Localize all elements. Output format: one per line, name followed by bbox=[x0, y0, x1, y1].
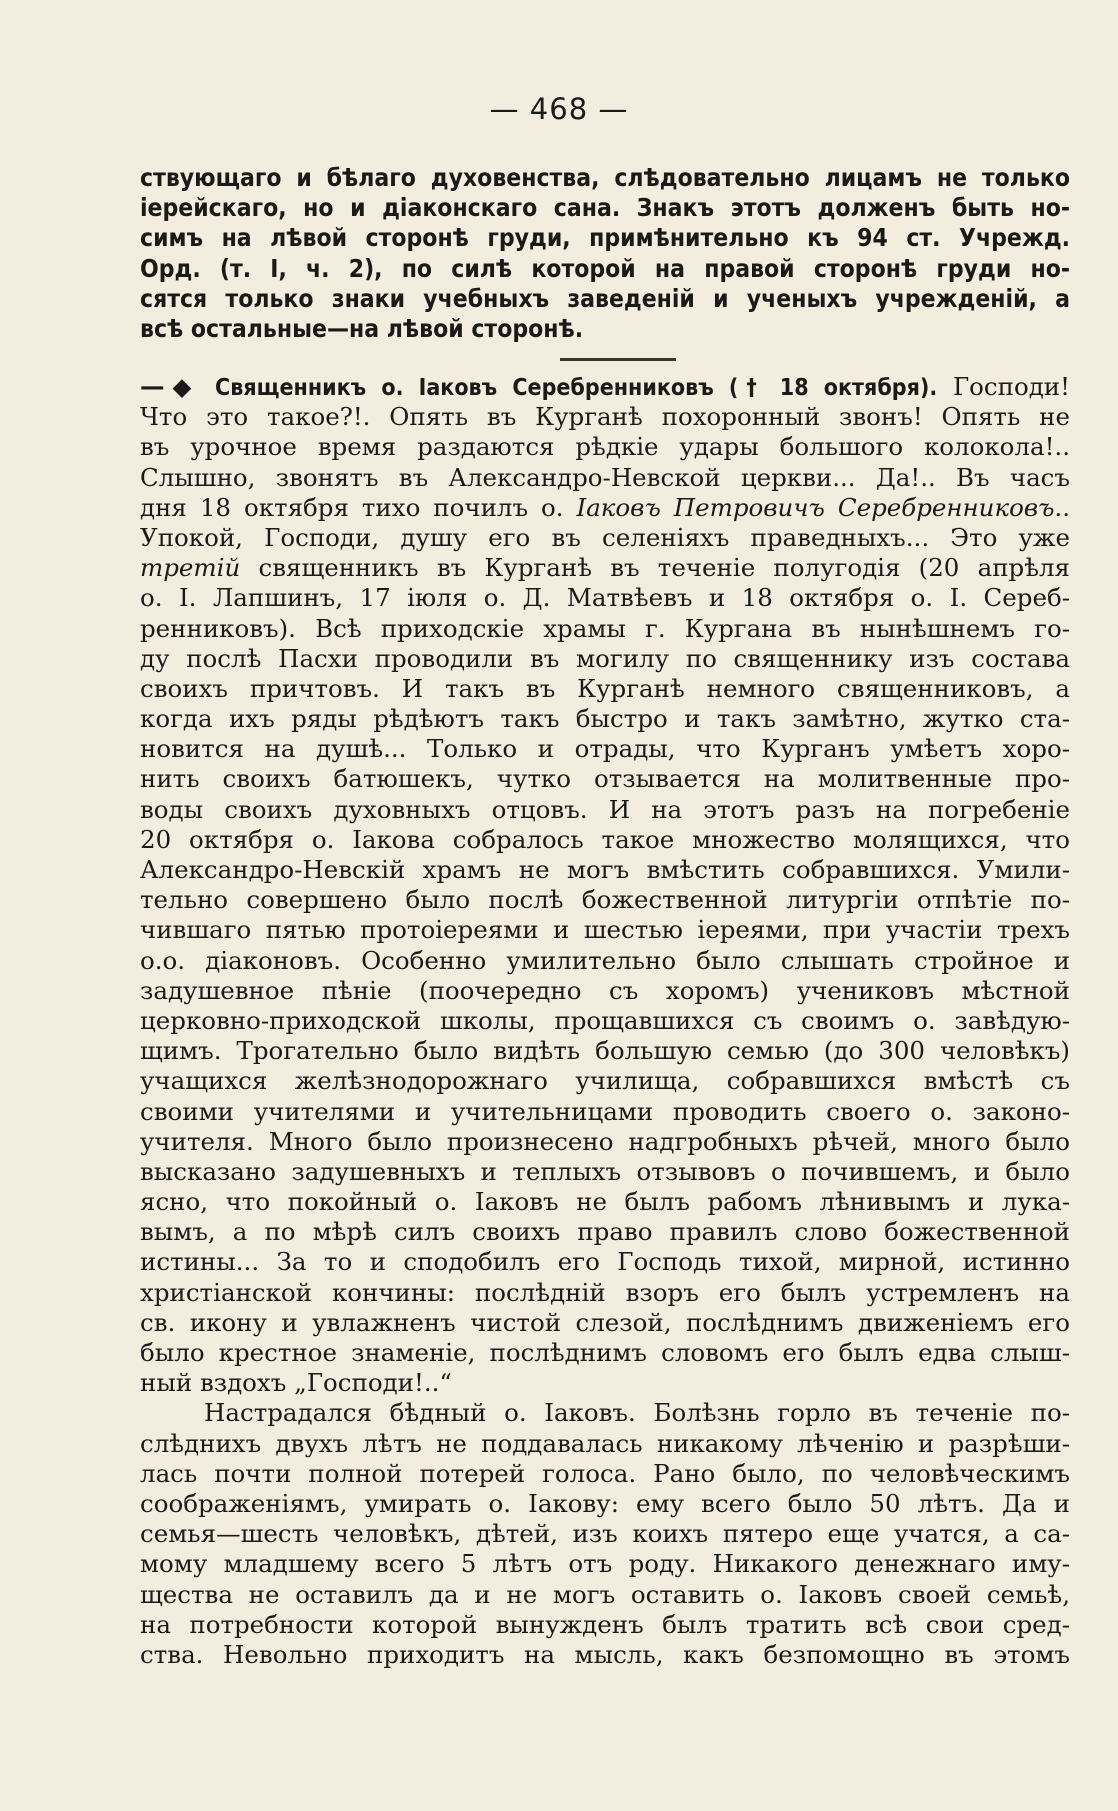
text-line: о.о. дiаконовъ. Особенно умилительно было слышать стройное и bbox=[140, 945, 1070, 975]
text-line: щества не оставилъ да и не могъ оставить о. Iаковъ своей семьѣ, bbox=[140, 1579, 1070, 1609]
text-line: своихъ причтовъ. И такъ въ Курганѣ немного священниковъ, а bbox=[140, 673, 1070, 703]
text-line: вымъ, а по мѣрѣ силъ своихъ право правилъ слово божественной bbox=[140, 1217, 1070, 1247]
section-divider bbox=[560, 358, 676, 361]
obituary-first-line-text: Господи! bbox=[952, 372, 1070, 401]
text-line: въ урочное время раздаются рѣдкiе удары большого колокола!.. bbox=[140, 432, 1070, 462]
text-line: задушевное пѣнiе (поочередно съ хоромъ) учениковъ мѣстной bbox=[140, 975, 1070, 1005]
obituary-heading: Священникъ о. Iаковъ Серебренниковъ († 18 октября). bbox=[215, 375, 938, 401]
text-line: учащихся желѣзнодорожнаго училища, собравшихся вмѣстѣ съ bbox=[140, 1066, 1070, 1096]
text-line: семья—шесть человѣкъ, дѣтей, изъ коихъ пятеро еще учатся, а са- bbox=[140, 1519, 1070, 1549]
third-italic: третiй bbox=[140, 553, 241, 583]
text-line: 20 октября о. Iакова собралось такое множество молящихся, что bbox=[140, 824, 1070, 854]
text-line: ду послѣ Пасхи проводили въ могилу по священнику изъ состава bbox=[140, 643, 1070, 673]
text-line: Настрадался бѣдный о. Iаковъ. Болѣзнь горло въ теченiе по- bbox=[204, 1398, 1070, 1428]
pointer-arrow-icon: —◆ bbox=[140, 372, 200, 401]
text-line: ренниковъ). Всѣ приходскiе храмы г. Кургана въ нынѣшнемъ го- bbox=[140, 613, 1070, 643]
text-line: щимъ. Трогательно было видѣть большую семью (до 300 человѣкъ) bbox=[140, 1036, 1070, 1066]
text-line: iерейскаго, но и дiаконскаго сана. Знакъ этотъ долженъ быть но- bbox=[140, 193, 1070, 223]
text-line: ясно, что покойный о. Iаковъ не былъ рабомъ лѣнивымъ и лука- bbox=[140, 1187, 1070, 1217]
text-line: новится на душѣ... Только и отрады, что Курганъ умѣетъ хоро- bbox=[140, 734, 1070, 764]
text-line bbox=[140, 493, 1070, 523]
text-fragment: .. bbox=[1054, 492, 1070, 522]
text-line: на потребности которой вынужденъ былъ тратить всѣ свои сред- bbox=[140, 1609, 1070, 1639]
text-line: церковно-приходской школы, прощавшихся съ своимъ о. завѣдую- bbox=[140, 1005, 1070, 1035]
intro-paragraph bbox=[140, 163, 1070, 344]
text-line: ствующаго и бѣлаго духовенства, слѣдовательно лицамъ не только bbox=[140, 163, 1070, 192]
text-line bbox=[140, 553, 1070, 583]
text-line: мому младшему всего 5 лѣтъ отъ роду. Никакого денежнаго иму- bbox=[140, 1549, 1070, 1579]
text-line: сятся только знаки учебныхъ заведенiй и ученыхъ учрежденiй, а bbox=[140, 283, 1070, 313]
second-paragraph bbox=[140, 1398, 1070, 1670]
text-line: Что это такое?!. Опять въ Курганѣ похоронный звонъ! Опять не bbox=[140, 402, 1070, 432]
obituary-first-line bbox=[140, 372, 1070, 402]
text-fragment: дня 18 октября тихо почилъ о. bbox=[140, 492, 564, 522]
text-line: Александро-Невскiй храмъ не могъ вмѣстить собравшихся. Умили- bbox=[140, 855, 1070, 884]
text-line: было крестное знаменiе, послѣднимъ словомъ его былъ едва слыш- bbox=[140, 1338, 1070, 1367]
text-line: тельно совершено было послѣ божественной литургiи отпѣтiе по- bbox=[140, 885, 1070, 915]
text-line: нить своихъ батюшекъ, чутко отзывается на молитвенные про- bbox=[140, 764, 1070, 794]
text-fragment: священникъ въ Курганѣ въ теченiе полугодiя (20 апрѣля bbox=[258, 553, 1070, 583]
obituary-article bbox=[140, 372, 1070, 1670]
text-line: христiанской кончины: послѣднiй взоръ его былъ устремленъ на bbox=[140, 1277, 1070, 1307]
text-line: ства. Невольно приходитъ на мысль, какъ безпомощно въ этомъ bbox=[140, 1639, 1070, 1669]
text-line: учителя. Много было произнесено надгробныхъ рѣчей, много было bbox=[140, 1126, 1070, 1156]
obituary-body bbox=[140, 583, 1070, 1398]
text-line: истины... За то и сподобилъ его Господь тихой, мирной, истинно bbox=[140, 1247, 1070, 1277]
text-line: лась почти полной потерей голоса. Рано было, по человѣческимъ bbox=[140, 1458, 1070, 1488]
text-line: когда ихъ ряды рѣдѣютъ такъ быстро и такъ замѣтно, жутко ста- bbox=[140, 704, 1070, 734]
text-line: всѣ остальные—на лѣвой сторонѣ. bbox=[140, 313, 584, 343]
page-number: — 468 — bbox=[489, 92, 629, 126]
text-line: высказано задушевныхъ и теплыхъ отзывовъ о почившемъ, и было bbox=[140, 1156, 1070, 1186]
priest-name-italic: Iаковъ Петровичъ Серебренниковъ bbox=[576, 492, 1055, 522]
text-line: Орд. (т. I, ч. 2), по силѣ которой на правой сторонѣ груди но- bbox=[140, 253, 1070, 283]
text-line: Упокой, Господи, душу его въ селенiяхъ праведныхъ... Это уже bbox=[140, 522, 1070, 552]
text-line: Слышно, звонятъ въ Александро-Невской церкви... Да!.. Въ часъ bbox=[140, 462, 1070, 492]
text-line: симъ на лѣвой сторонѣ груди, примѣнительно къ 94 ст. Учрежд. bbox=[140, 223, 1070, 253]
text-line: воды своихъ духовныхъ отцовъ. И на этотъ разъ на погребенiе bbox=[140, 794, 1070, 824]
text-line: св. икону и увлажненъ чистой слезой, послѣднимъ движенiемъ его bbox=[140, 1307, 1070, 1337]
text-line: слѣднихъ двухъ лѣтъ не поддавалась никакому лѣченiю и разрѣши- bbox=[140, 1428, 1070, 1458]
text-line: чившаго пятью протоiереями и шестью iереями, при участiи трехъ bbox=[140, 915, 1070, 945]
text-line: соображенiямъ, умирать о. Iакову: ему всего было 50 лѣтъ. Да и bbox=[140, 1488, 1070, 1518]
text-line: о. I. Лапшинъ, 17 iюля о. Д. Матвѣевъ и 18 октября о. I. Сереб- bbox=[140, 583, 1070, 613]
text-line: своими учителями и учительницами проводить своего о. законо- bbox=[140, 1096, 1070, 1126]
text-line: ный вздохъ „Господи!..“ bbox=[140, 1368, 452, 1398]
